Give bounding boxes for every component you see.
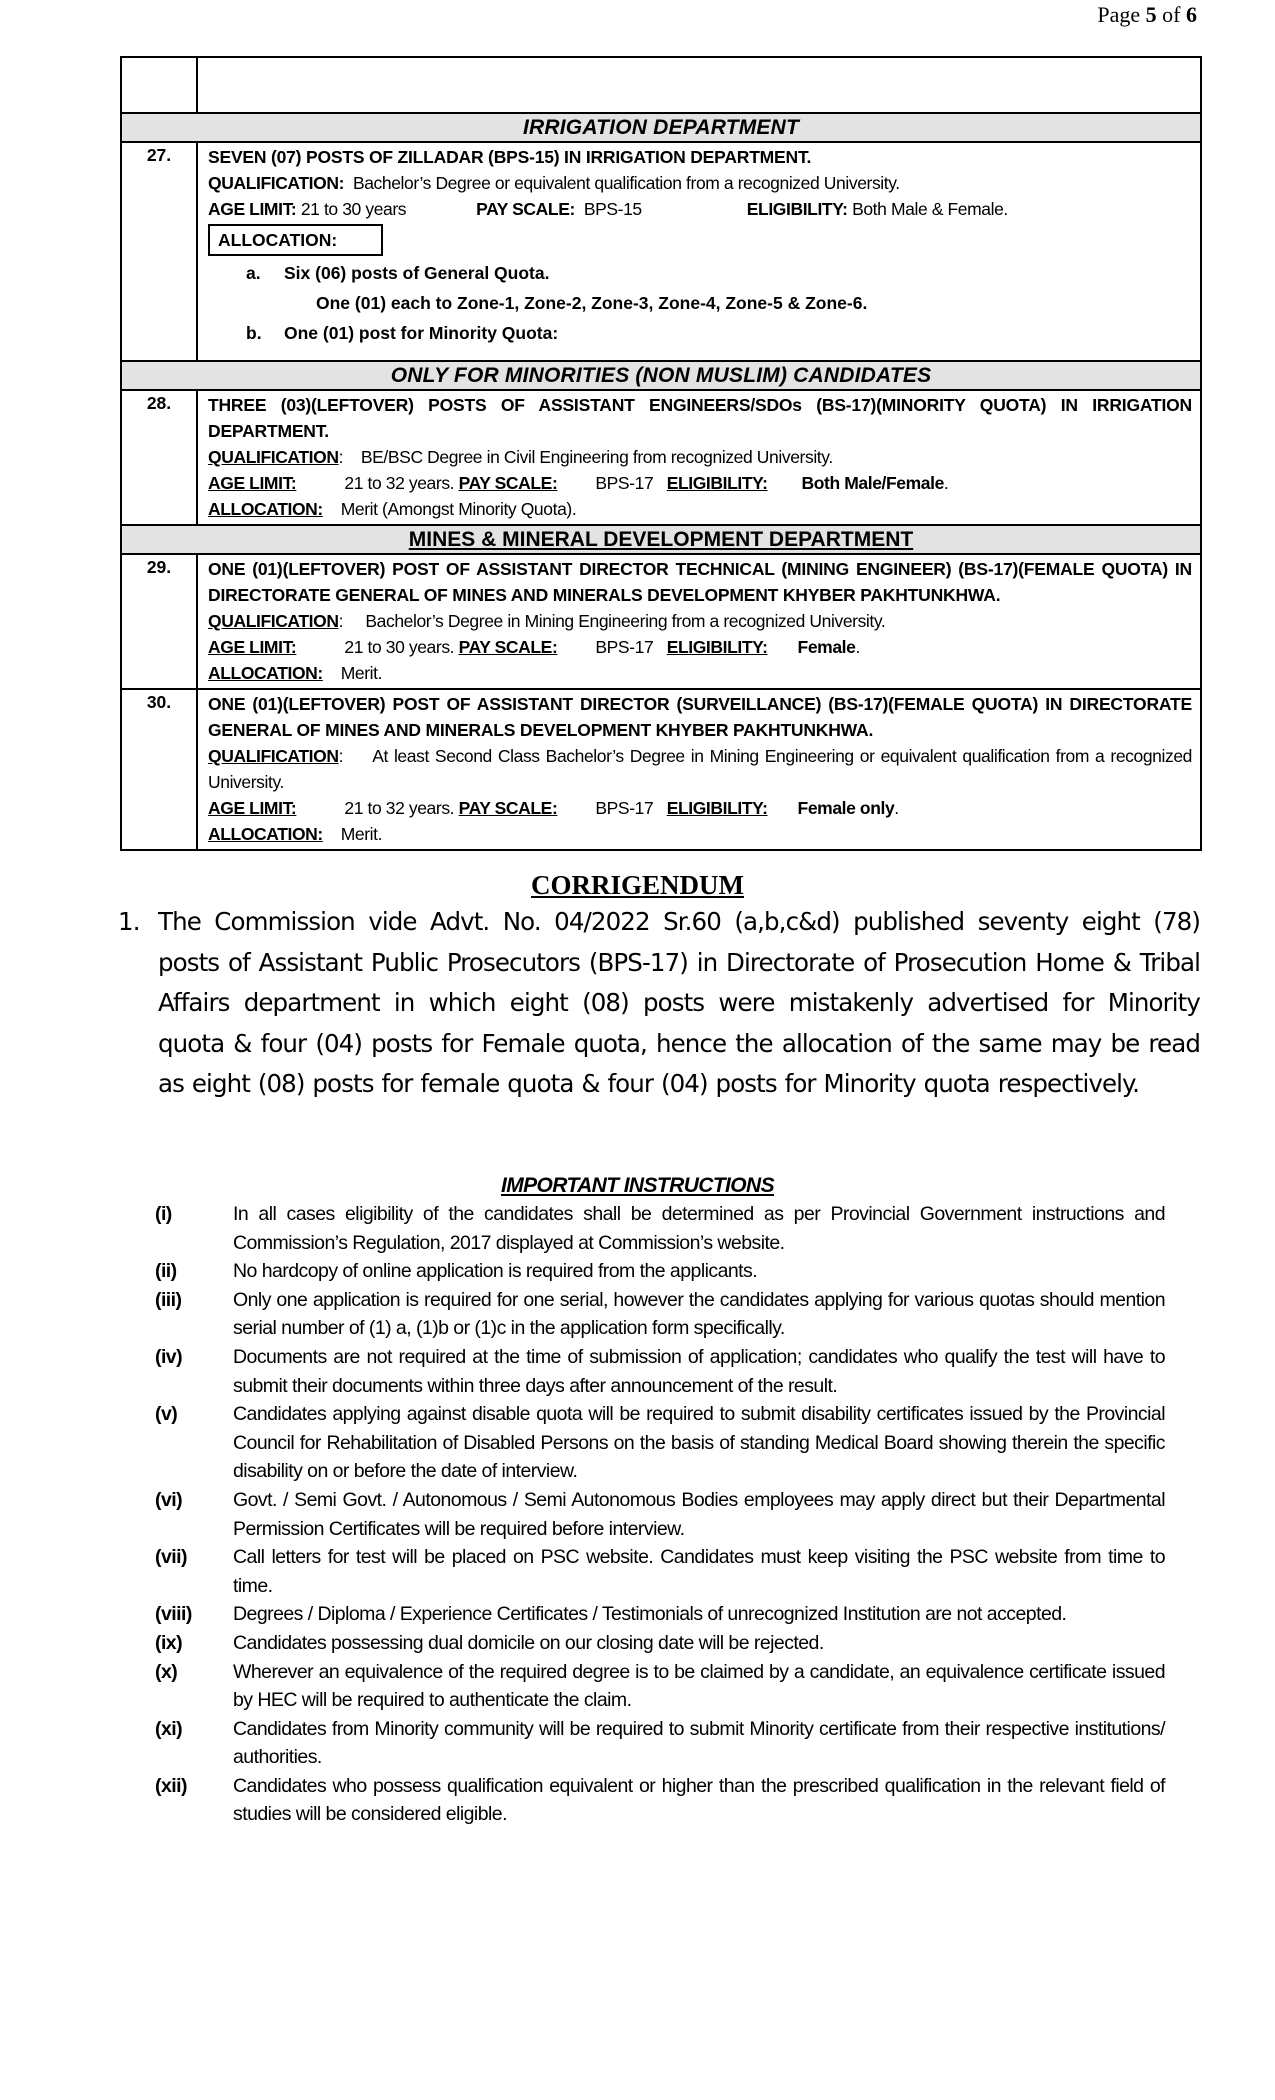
corrigendum-text: The Commission vide Advt. No. 04/2022 Sr.60 (a,b,c&d) published seventy eight (78) posts of Assistant Public Prosecutors (BPS-17) in Directorate of Prosecution Home & Tribal Affairs department in which eight (08) posts were mistakenly advertised for Minority quota & four (04) posts for Female quota, hence the allocation of the same may be read as eight (08) posts for female quota & four (04) posts for Minority quota respectively.	[158, 907, 1200, 1098]
instruction-numeral: (iii)	[155, 1288, 182, 1311]
instruction-numeral: (xi)	[155, 1717, 183, 1740]
page-prefix: Page	[1097, 2, 1146, 27]
instruction-text: Call letters for test will be placed on PSC website. Candidates must keep visiting the PSC website from time to time.	[233, 1546, 1165, 1597]
instruction-text: Candidates applying against disable quota will be required to submit disability certificates issued by the Provincial Council for Rehabilitation of Disabled Persons on the basis of standing Medical Board showing therein the specific disability on or before the date of interview.	[233, 1403, 1165, 1483]
instruction-text: In all cases eligibility of the candidates shall be determined as per Provincial Government instructions and Commission’s Regulation, 2017 displayed at Commission’s website.	[233, 1203, 1165, 1254]
age-label: AGE LIMIT:	[208, 199, 297, 219]
serial-cell	[121, 57, 197, 113]
allocation-line	[208, 496, 1192, 522]
eligibility-label: ELIGIBILITY:	[666, 798, 768, 818]
pay-label: PAY SCALE:	[458, 473, 558, 493]
allocation-item-b	[208, 318, 1192, 348]
post-title: ONE (01)(LEFTOVER) POST OF ASSISTANT DIRECTOR TECHNICAL (MINING ENGINEER) (BS-17)(FEMALE QUOTA) IN DIRECTORATE GENERAL OF MINES AND MINERALS DEVELOPMENT KHYBER PAKHTUNKHWA.	[208, 559, 1192, 605]
age-pay-eligibility-line	[208, 196, 1192, 222]
page-number	[1097, 2, 1197, 28]
allocation-value: Merit (Amongst Minority Quota).	[340, 499, 577, 519]
instruction-item	[155, 1772, 1165, 1829]
content-cell	[197, 57, 1201, 113]
allocation-marker: a.	[246, 263, 261, 283]
corrigendum-number: 1.	[118, 907, 140, 936]
instruction-item	[155, 1715, 1165, 1772]
dept-header-minorities	[121, 361, 1201, 390]
allocation-label: ALLOCATION:	[208, 663, 323, 683]
pay-label: PAY SCALE:	[458, 798, 558, 818]
qualification-line: QUALIFICATION: BE/BSC Degree in Civil Engineering from recognized University.	[208, 447, 833, 467]
qualification-value: BE/BSC Degree in Civil Engineering from recognized University.	[360, 447, 833, 467]
post-title: SEVEN (07) POSTS OF ZILLADAR (BPS-15) IN IRRIGATION DEPARTMENT.	[208, 147, 812, 167]
allocation-text: Six (06) posts of General Quota.	[284, 263, 550, 283]
instruction-item	[155, 1343, 1165, 1400]
age-pay-eligibility-line: AGE LIMIT: 21 to 30 years. PAY SCALE: BPS-17 ELIGIBILITY: Female.	[208, 637, 860, 657]
instruction-numeral: (i)	[155, 1203, 172, 1225]
serial-number: 28.	[121, 390, 197, 525]
qualification-value: Bachelor’s Degree or equivalent qualification from a recognized University.	[352, 173, 900, 193]
allocation-text: One (01) post for Minority Quota:	[284, 323, 559, 343]
instruction-numeral: (x)	[155, 1660, 178, 1683]
age-label: AGE LIMIT:	[208, 473, 297, 493]
pay-value: BPS-17	[595, 637, 654, 657]
qualification-label: QUALIFICATION	[208, 611, 339, 631]
age-pay-eligibility-line: AGE LIMIT: 21 to 32 years. PAY SCALE: BPS-17 ELIGIBILITY: Female only.	[208, 798, 899, 818]
age-label: AGE LIMIT:	[208, 798, 297, 818]
eligibility-value: Both Male & Female.	[852, 199, 1008, 219]
instruction-text: Only one application is required for one serial, however the candidates applying for various quotas should mention serial number of (1) a, (1)b or (1)c in the application form specifically.	[233, 1288, 1165, 1340]
dept-title: MINES & MINERAL DEVELOPMENT DEPARTMENT	[408, 528, 914, 551]
pay-value: BPS-17	[595, 798, 654, 818]
instruction-item	[155, 1543, 1165, 1600]
instruction-item	[155, 1286, 1165, 1343]
allocation-line	[208, 821, 1192, 847]
age-value: 21 to 32 years.	[344, 473, 455, 493]
eligibility-value: Female only	[797, 798, 895, 818]
instruction-numeral: (ix)	[155, 1631, 183, 1654]
pay-value: BPS-15	[583, 199, 642, 219]
instruction-item	[155, 1658, 1165, 1715]
dept-header-mines	[121, 525, 1201, 554]
eligibility-value: Both Male/Female	[801, 473, 944, 493]
allocation-line	[208, 660, 1192, 686]
pay-label: PAY SCALE:	[476, 199, 575, 219]
instructions-title: IMPORTANT INSTRUCTIONS	[500, 1174, 775, 1197]
pay-label: PAY SCALE:	[458, 637, 558, 657]
instruction-text: Govt. / Semi Govt. / Autonomous / Semi Autonomous Bodies employees may apply direct but their Departmental Permission Certificates will be required before interview.	[233, 1488, 1165, 1540]
instruction-numeral: (ii)	[155, 1260, 177, 1283]
instruction-numeral: (vi)	[155, 1488, 183, 1511]
instruction-item	[155, 1200, 1165, 1257]
post-title: ONE (01)(LEFTOVER) POST OF ASSISTANT DIRECTOR (SURVEILLANCE) (BS-17)(FEMALE QUOTA) IN DIRECTORATE GENERAL OF MINES AND MINERALS DEVELOPMENT KHYBER PAKHTUNKHWA.	[208, 694, 1192, 740]
instruction-item	[155, 1400, 1165, 1486]
qualification-line	[208, 170, 1192, 196]
allocation-label-box: ALLOCATION:	[208, 224, 383, 256]
instruction-text: No hardcopy of online application is required from the applicants.	[233, 1260, 758, 1283]
instruction-item	[155, 1257, 1165, 1286]
dept-header-irrigation	[121, 113, 1201, 142]
table-row-blank	[121, 57, 1201, 113]
qualification-line: QUALIFICATION: Bachelor’s Degree in Mining Engineering from a recognized University.	[208, 611, 886, 631]
qualification-label: QUALIFICATION	[208, 447, 339, 467]
instruction-item	[155, 1600, 1165, 1629]
instruction-item	[155, 1629, 1165, 1658]
eligibility-label: ELIGIBILITY:	[666, 473, 768, 493]
instruction-text: Wherever an equivalence of the required degree is to be claimed by a candidate, an equivalence certificate issued by HEC will be required to authenticate the claim.	[233, 1660, 1165, 1712]
post-title: THREE (03)(LEFTOVER) POSTS OF ASSISTANT ENGINEERS/SDOs (BS-17)(MINORITY QUOTA) IN IRRIGATION DEPARTMENT.	[208, 395, 1192, 441]
dept-title: IRRIGATION DEPARTMENT	[522, 116, 800, 139]
serial-number: 29.	[121, 554, 197, 689]
eligibility-label: ELIGIBILITY:	[746, 199, 848, 219]
allocation-label: ALLOCATION:	[208, 499, 323, 519]
age-label: AGE LIMIT:	[208, 637, 297, 657]
instruction-text: Documents are not required at the time of submission of application; candidates who qualify the test will have to submit their documents within three days after announcement of the result.	[233, 1345, 1165, 1397]
allocation-marker: b.	[246, 323, 262, 343]
page-current: 5	[1145, 2, 1157, 27]
eligibility-label: ELIGIBILITY:	[666, 637, 768, 657]
instruction-numeral: (v)	[155, 1403, 178, 1426]
page-total: 6	[1186, 2, 1197, 27]
instruction-numeral: (viii)	[155, 1603, 192, 1626]
pay-value: BPS-17	[595, 473, 654, 493]
instruction-item	[155, 1486, 1165, 1543]
allocation-item-a	[208, 258, 1192, 288]
instruction-numeral: (iv)	[155, 1345, 183, 1368]
instructions-list	[155, 1200, 1165, 1829]
age-value: 21 to 30 years.	[344, 637, 455, 657]
instruction-text: Degrees / Diploma / Experience Certificates / Testimonials of unrecognized Institution are not accepted.	[233, 1603, 1067, 1626]
allocation-value: Merit.	[340, 824, 383, 844]
qualification-label: QUALIFICATION:	[208, 173, 344, 193]
corrigendum-title: CORRIGENDUM	[531, 870, 744, 900]
serial-number: 27.	[121, 142, 197, 361]
age-value: 21 to 32 years.	[344, 798, 455, 818]
age-pay-eligibility-line: AGE LIMIT: 21 to 32 years. PAY SCALE: BPS-17 ELIGIBILITY: Both Male/Female.	[208, 473, 949, 493]
age-value: 21 to 30 years	[300, 199, 407, 219]
dept-title: ONLY FOR MINORITIES (NON MUSLIM) CANDIDATES	[390, 364, 932, 387]
qualification-value: At least Second Class Bachelor’s Degree in Mining Engineering or equivalent qualification from a recognized University.	[208, 746, 1192, 792]
posts-table	[120, 56, 1202, 851]
table-row-post-28	[121, 390, 1201, 525]
allocation-label: ALLOCATION:	[208, 824, 323, 844]
instruction-numeral: (vii)	[155, 1546, 187, 1569]
table-row-post-29	[121, 554, 1201, 689]
corrigendum-item	[118, 902, 1200, 1105]
qualification-line: QUALIFICATION: At least Second Class Bachelor’s Degree in Mining Engineering or equivalent qualification from a recognized University.	[208, 746, 1192, 792]
instruction-text: Candidates possessing dual domicile on our closing date will be rejected.	[233, 1631, 824, 1654]
eligibility-value: Female	[797, 637, 856, 657]
serial-number: 30.	[121, 689, 197, 850]
table-row-post-27	[121, 142, 1201, 361]
instruction-text: Candidates who possess qualification equivalent or higher than the prescribed qualification in the relevant field of studies will be considered eligible.	[233, 1774, 1165, 1826]
qualification-value: Bachelor’s Degree in Mining Engineering from a recognized University.	[365, 611, 886, 631]
page-of: of	[1156, 2, 1186, 27]
instruction-numeral: (xii)	[155, 1774, 187, 1797]
instruction-text: Candidates from Minority community will be required to submit Minority certificate from their respective institutions/ authorities.	[233, 1717, 1165, 1769]
allocation-item-a-detail: One (01) each to Zone-1, Zone-2, Zone-3, Zone-4, Zone-5 & Zone-6.	[316, 293, 868, 313]
qualification-label: QUALIFICATION	[208, 746, 339, 766]
table-row-post-30	[121, 689, 1201, 850]
allocation-value: Merit.	[340, 663, 383, 683]
